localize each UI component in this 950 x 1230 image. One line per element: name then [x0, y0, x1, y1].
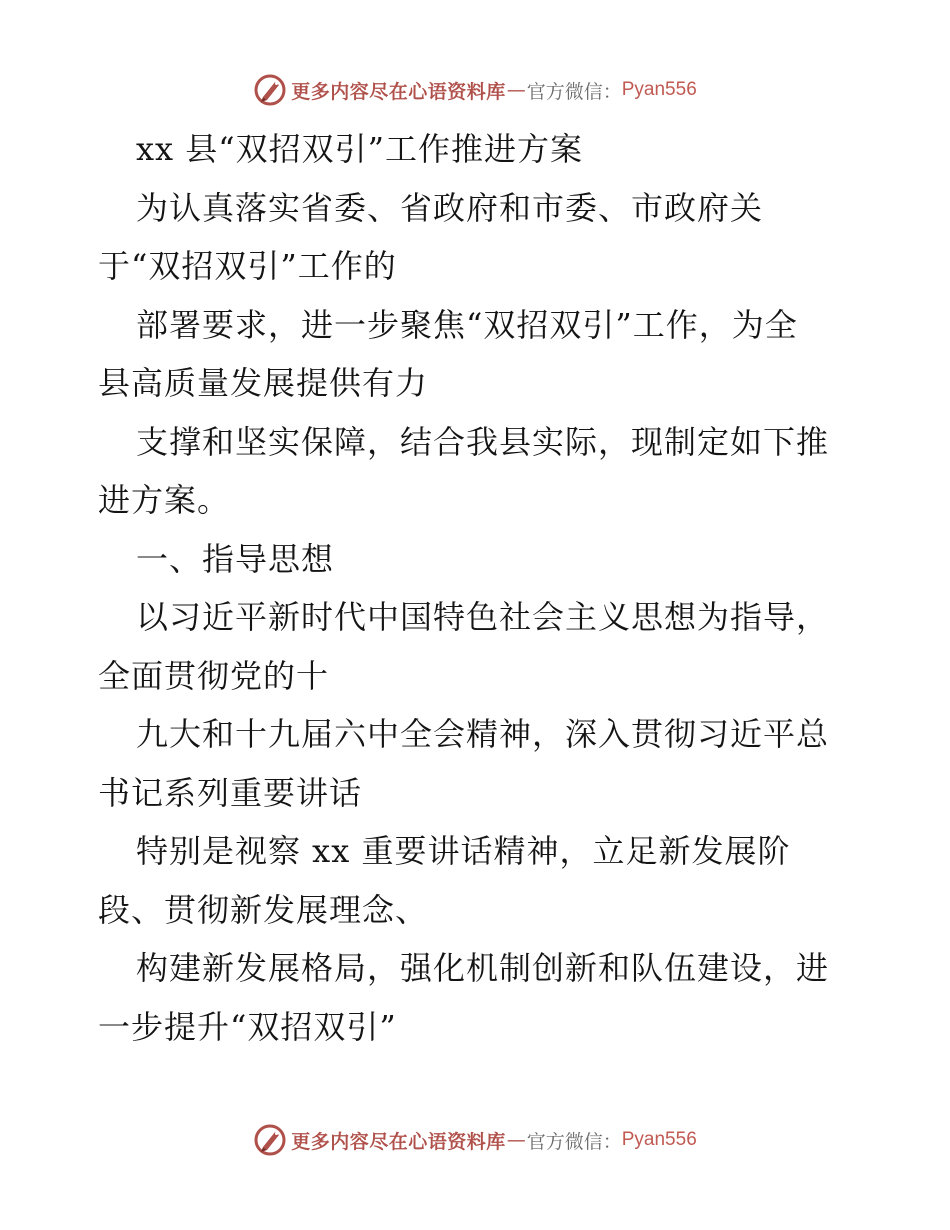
text-line: 特别是视察 xx 重要讲话精神，立足新发展阶: [136, 832, 791, 870]
watermark-brand: 更多内容尽在心语资料库: [291, 80, 506, 103]
text-line: xx 县“双招双引”工作推进方案: [136, 130, 583, 168]
text-line: 为认真落实省委、省政府和市委、市政府关: [136, 188, 764, 227]
text-line: 书记系列重要讲话: [98, 773, 363, 812]
text-line: 一、指导思想: [136, 539, 335, 578]
watermark-wechat-id: Pyan556: [621, 1129, 697, 1150]
watermark-brand: 更多内容尽在心语资料库: [291, 1130, 506, 1153]
watermark-wechat-id: Pyan556: [621, 79, 697, 100]
watermark-label: 官方微信：: [526, 1130, 622, 1153]
text-line: 支撑和坚实保障，结合我县实际，现制定如下推: [136, 422, 830, 461]
footer-watermark: [0, 1120, 950, 1160]
watermark-dash: —: [506, 79, 526, 101]
text-line: 于“双招双引”工作的: [98, 247, 397, 285]
text-line: 以习近平新时代中国特色社会主义思想为指导，: [136, 598, 830, 636]
watermark-dash: —: [506, 1129, 526, 1151]
pen-logo-icon: [253, 73, 287, 107]
text-line: 构建新发展格局，强化机制创新和队伍建设，进: [136, 949, 830, 987]
watermark-label: 官方微信：: [526, 80, 622, 103]
text-line: 九大和十九届六中全会精神，深入贯彻习近平总: [136, 715, 830, 753]
text-line: 一步提升“双招双引”: [98, 1007, 397, 1046]
text-line: 进方案。: [98, 481, 231, 519]
header-watermark: [0, 70, 950, 110]
text-line: 部署要求，进一步聚焦“双招双引”工作，为全: [136, 305, 798, 344]
text-line: 全面贯彻党的十: [98, 656, 330, 695]
text-line: 段、贯彻新发展理念、: [98, 890, 429, 929]
document-body: [98, 120, 858, 1056]
text-line: 县高质量发展提供有力: [98, 364, 429, 402]
pen-logo-icon: [253, 1123, 287, 1157]
